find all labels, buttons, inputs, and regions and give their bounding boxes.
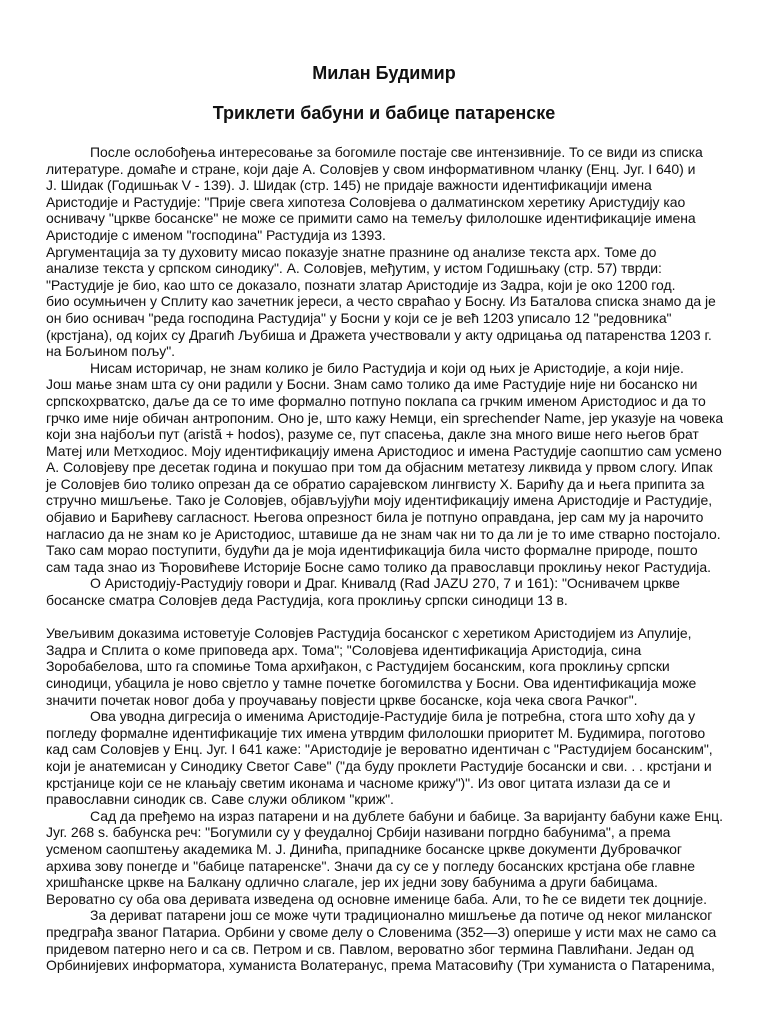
text-line: Југ. 268 s. бабунска реч: "Богумили су у феудалној Србији називани погрдно бабунима", а према — [46, 824, 671, 841]
paragraph-first-line: О Аристодију-Растудију говори и Драг. Книвалд (Rad JAZU 270, 7 и 161): "Оснивачем цркве — [90, 575, 680, 592]
text-line: Увељивим доказима истоветује Соловјев Растудија босанског с херетиком Аристодијем из Апулије, — [46, 625, 692, 642]
document-body — [46, 144, 736, 974]
text-line: Зоробабелова, што га спомиње Тома архиђакон, с Растудијем босанским, кога проклињу српски — [46, 658, 670, 675]
text-line: значити почетак новог доба у проучавању повјести цркве босанске, која чека свога Рачког". — [46, 691, 638, 708]
text-line: нагласио да не знам ко је Аристодиос, штавише да не знам чак ни то да ли је то име стварно постојало. — [46, 525, 721, 542]
text-line: оснивачу "цркве босанске" не може се примити само на темељу филолошке идентификације имена — [46, 210, 696, 227]
document-title: Триклети бабуни и бабице патаренске — [212, 103, 556, 123]
text-line: (крстјана), од којих су Драгић Љубиша и Дражета учествовали у акту одрицања од патаренства 1203 г. — [46, 326, 712, 343]
text-line: архива зову понегде и "бабице патаренске". Значи да су се у погледу босанских крстјана обе главне — [46, 857, 696, 874]
text-line: хришћанске цркве на Балкану одлично слагале, јер их једни зову бабунима а други бабицама. — [46, 874, 658, 891]
text-line: литературе. домаће и стране, који даје А. Соловјев у свом информативном чланку (Енц. Југ. I 640) и — [46, 160, 696, 177]
text-line: сам тада знао из Ћоровићеве Историје Босне само толико да православци проклињу неког Растудија. — [46, 558, 711, 575]
paragraph-first-line: Сад да пређемо на израз патарени и на дублете бабуни и бабице. За варијанту бабуни каже Енц. — [90, 807, 723, 824]
text-line: предграђа званог Патариа. Орбини у своме делу о Словенима (352—3) оперише у исти мах не само са — [46, 923, 717, 940]
text-line: објавио и Барићеву сагласност. Његова опрезност била је потпуно оправдана, јер сам му ја нарочито — [46, 509, 704, 526]
text-line: J. Шидак (Годишњак V - 139). J. Шидак (стр. 145) не придаје важности идентификацији имена — [46, 177, 652, 194]
paragraph-first-line: Нисам историчар, не знам колико је било Растудија и који од њих је Аристодије, а који није. — [90, 359, 684, 376]
document-author: Милан Будимир — [312, 63, 456, 83]
text-line: кад сам Соловјев у Енц. Југ. I 641 каже: "Аристодије је вероватно идентичан с "Растудијем босанским", — [46, 741, 713, 758]
text-line: усменом саопштењу академика М. J. Динића, припаднике босанске цркве документи Дубровачког — [46, 840, 682, 857]
paragraph-first-line: Ова уводна дигресија о именима Аристодије-Растудије била је потребна, стога што хоћу да у — [90, 708, 696, 725]
blank-line — [46, 609, 736, 626]
text-line: који је анатемисан у Синодику Светог Саве" ("да буду проклети Растудије босански и сви. . . крстјани и — [46, 757, 712, 774]
text-line: је Соловјев био толико опрезан да се обратио сарајевском лингвисту Х. Барићу да и њега припита за — [46, 475, 705, 492]
text-line: Вероватно су оба ова деривата изведена од основне именице баба. Али, то ће се видети тек доцније. — [46, 890, 707, 907]
paragraph-first-line: После ослобођења интересовање за богомиле постаје све интензивније. То се види из списка — [90, 144, 703, 160]
text-line: био осумњичен у Сплиту као зачетник јереси, а често свраћао у Босну. Из Баталова списка знамо да је — [46, 293, 716, 310]
text-line: Тако сам морао поступити, будући да је моја идентификација била чисто формалне природе, пошто — [46, 542, 698, 559]
text-line: крстјанице који се не клањају светим иконама и часноме крижу")". Из овог цитата излази да се и — [46, 774, 671, 791]
text-line: који зна најбољи пут (aristã + hodos), разуме се, пут спасења, дакле зна много више него његов брат — [46, 426, 699, 443]
text-line: анализе текста у српском синодику". А. Соловјев, међутим, у истом Годишњаку (стр. 57) тврди: — [46, 260, 662, 277]
paragraph-first-line: За дериват патарени још се може чути традиционално мишљење да потиче од неког миланског — [90, 907, 713, 924]
text-line: Задра и Сплита о коме приповеда арх. Тома"; "Соловјева идентификација Аристодија, сина — [46, 641, 642, 658]
text-line: "Растудије је био, као што се доказало, познати златар Аристодије из Задра, који је око 1200 год. — [46, 276, 676, 293]
text-line: Још мање знам шта су они радили у Босни. Знам само толико да име Растудије није ни босанско ни — [46, 376, 698, 393]
text-line: стручно мишљење. Тако је Соловјев, објављујући моју идентификацију имена Аристодије и Растудије, — [46, 492, 713, 509]
text-line: А. Соловјеву пре десетак година и покушао при том да објасним метатезу ликвида у првом слогу. Ипак — [46, 459, 713, 476]
text-line: на Бољином пољу". — [46, 343, 175, 360]
text-line: придевом патерно него и са св. Петром и св. Павлом, вероватно због термина Павлићани. Један од — [46, 940, 694, 957]
text-line: грчко име није обичан антропоним. Оно је, што кажу Немци, ein sprechender Name, јер указује на човека — [46, 409, 724, 426]
text-line: Аристодије и Растудије: "Прије свега хипотеза Соловјева о далматинском херетику Аристудију као — [46, 193, 686, 210]
text-line: синодици, убацила је ново свјетло у тамне почетке богомилства у Босни. Ова идентификација може — [46, 675, 697, 691]
text-line: Орбинијевих информатора, хуманиста Волатеранус, према Матасовићу (Три хуманиста о Патаренима, — [46, 957, 715, 974]
text-line: он био оснивач "реда господина Растудија" у Босни у који се је већ 1203 уписало 12 "редовника" — [46, 309, 672, 326]
text-line: Матеј или Метходиос. Моју идентификацију имена Аристодиос и имена Растудије саопштио сам усмено — [46, 442, 722, 459]
text-line: погледу формалне идентификације тих имена утврдим филолошки приоритет М. Будимира, поготово — [46, 724, 706, 741]
text-line: српскохрватско, даље да се то име формално потпуно поклапа са грчким именом Аристодиос и да то — [46, 392, 706, 409]
text-line: православни синодик св. Саве служи обликом "криж". — [46, 791, 394, 808]
text-line: Аристодије с именом "господина" Растудија из 1393. — [46, 226, 386, 243]
text-line: босанске сматра Соловјев деда Растудија, кога проклињу српски синодици 13 в. — [46, 592, 568, 609]
text-line: Аргументација за ту духовиту мисао показује знатне празнине од анализе текста арх. Томе до — [46, 243, 657, 260]
